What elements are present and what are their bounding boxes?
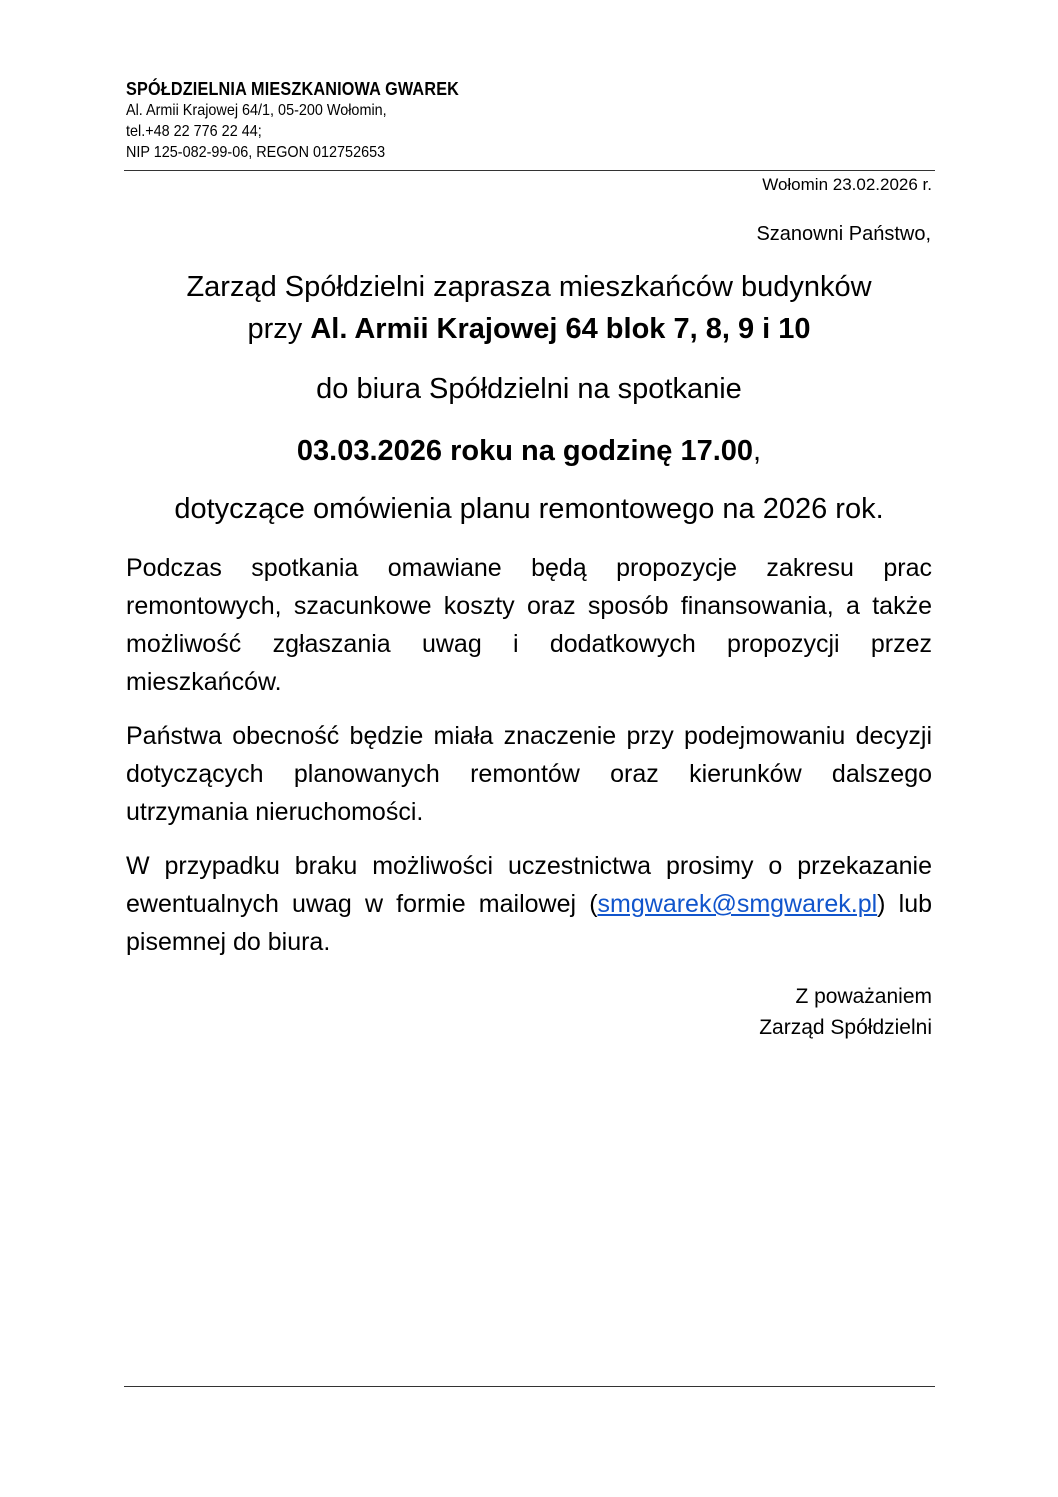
organization-name: SPÓŁDZIELNIA MIESZKANIOWA GWAREK (126, 79, 460, 99)
organization-phone: tel.+48 22 776 22 44; (126, 123, 262, 140)
announcement-line-2 (100, 310, 958, 348)
organization-ids: NIP 125-082-99-06, REGON 012752653 (126, 144, 386, 161)
organization-address: Al. Armii Krajowej 64/1, 05-200 Wołomin, (126, 102, 387, 119)
paragraph-contact (126, 847, 932, 961)
letterhead (126, 78, 935, 163)
meeting-datetime: 03.03.2026 roku na godzinę 17.00 (296, 435, 754, 467)
announcement-line-2-prefix: przy (247, 313, 311, 345)
paragraph-contact-text-before: W przypadku braku możliwości uczestnictwa prosimy o przekazanie ewentualnych uwag w formie mailowej ( (126, 852, 932, 918)
announcement-line-3: do biura Spółdzielni na spotkanie (316, 373, 742, 405)
email-link[interactable]: smgwarek@smgwarek.pl (597, 890, 878, 918)
announcement-line-1: Zarząd Spółdzielni zaprasza mieszkańców budynków (186, 271, 872, 303)
closing-signature: Zarząd Spółdzielni (759, 1016, 932, 1039)
announcement-line-5: dotyczące omówienia planu remontowego na 2026 rok. (174, 493, 884, 525)
building-address: Al. Armii Krajowej 64 blok 7, 8, 9 i 10 (310, 313, 811, 345)
paragraph-attendance: Państwa obecność będzie miała znaczenie przy podejmowaniu decyzji dotyczących planowanych remontów oraz kierunków dalszego utrzymania nieruchomości. (126, 722, 932, 826)
footer-divider (124, 1386, 935, 1387)
paragraph-contact-text-after: ) lub pisemnej do biura. (126, 890, 932, 956)
meeting-datetime-suffix: , (753, 435, 762, 467)
document-date: Wołomin 23.02.2026 r. (762, 175, 932, 194)
salutation: Szanowni Państwo, (756, 223, 931, 245)
closing-regards: Z poważaniem (795, 985, 932, 1008)
header-divider (124, 170, 935, 171)
paragraph-agenda: Podczas spotkania omawiane będą propozycje zakresu prac remontowych, szacunkowe koszty oraz sposób finansowania, a także możliwość zgłaszania uwag i dodatkowych propozycji przez mieszkańców. (126, 554, 932, 696)
meeting-datetime-line (100, 432, 958, 470)
